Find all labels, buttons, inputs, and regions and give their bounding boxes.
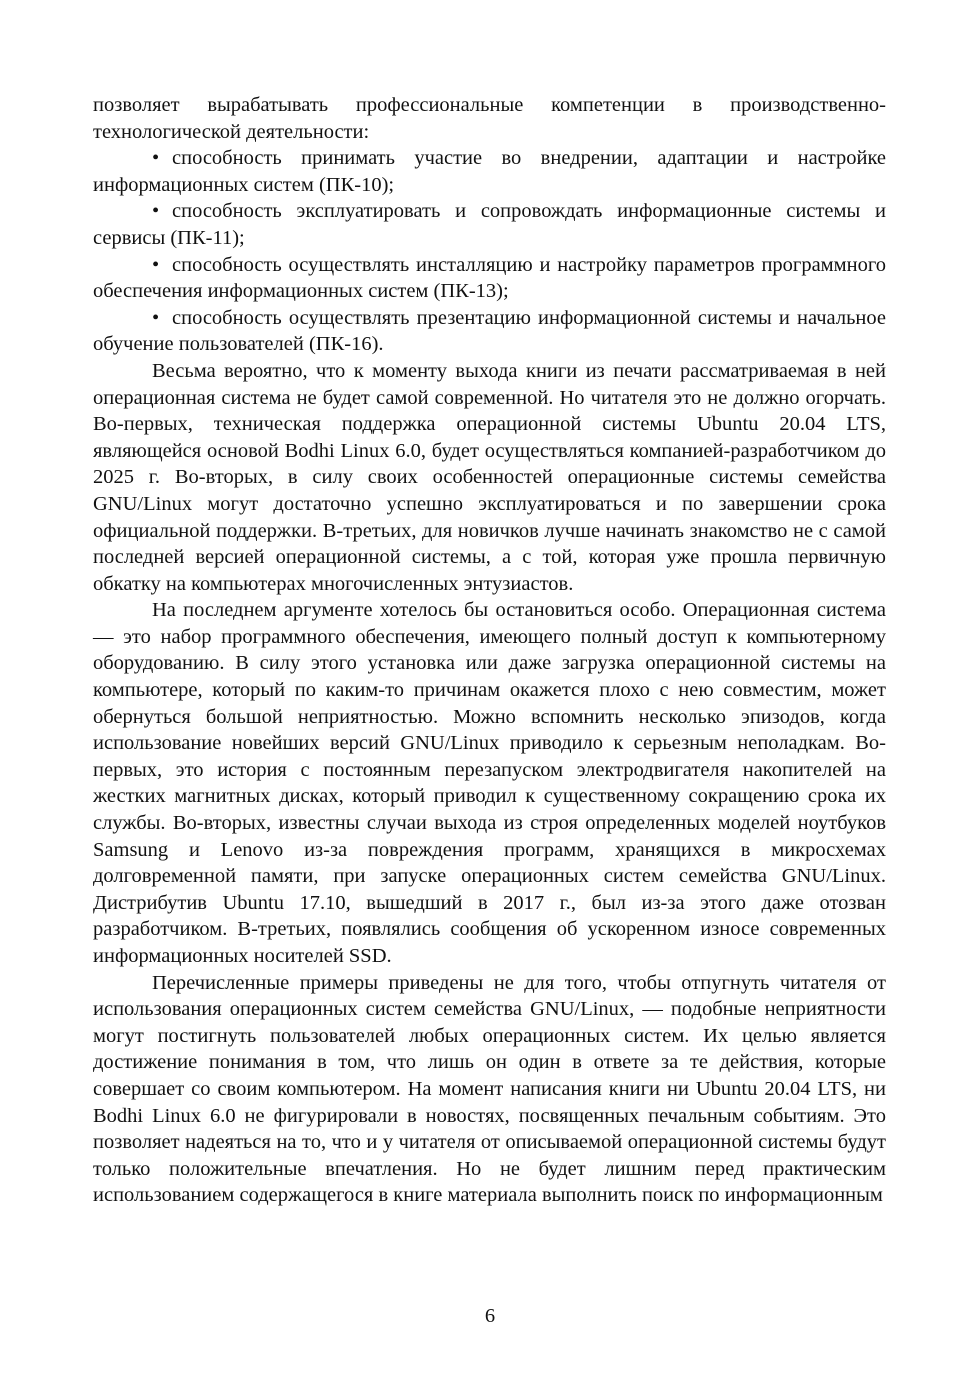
page-number: 6 xyxy=(484,1305,496,1327)
paragraph-os-relevance: Весьма вероятно, что к моменту выхода книги из печати рассматриваемая в ней операционная система не будет самой современной. Но читателя это не должно огорчать. Во-первых, техническая поддержка операционной системы Ubuntu 20.04 LTS, являющейся основой Bodhi Linux 6.0, будет осуществляться компанией-разработчиком до 2025 г. Во-вторых, в силу своих особенностей операционные системы семейства GNU/Linux могут достаточно успешно эксплуатироваться и по завершении срока официальной поддержки. В-третьих, для новичков лучше начинать знакомство не с самой последней версией операционной системы, а с той, которая уже прошла первичную обкатку на компьютерах многочисленных энтузиастов. xyxy=(93,359,886,595)
competency-item-pk16: • способность осуществлять презентацию информационной системы и начальное обучение пользователей (ПК-16). xyxy=(93,305,886,358)
intro-paragraph: позволяет вырабатывать профессиональные компетенции в производственно-технологической деятельности: xyxy=(93,94,886,143)
competency-item-pk13: • способность осуществлять инсталляцию и настройку параметров программного обеспечения информационных систем (ПК-13); xyxy=(93,252,886,305)
competency-item-pk10: • способность принимать участие во внедрении, адаптации и настройке информационных систем (ПК-10); xyxy=(93,145,886,198)
paragraph-compatibility-risks: На последнем аргументе хотелось бы остановиться особо. Операционная система — это набор программного обеспечения, имеющего полный доступ к компьютерному оборудованию. В силу этого установка или даже загрузка операционной системы на компьютере, который по каким-то причинам окажется плохо с нею совместим, может обернуться большой неприятностью. Можно вспомнить несколько эпизодов, когда использование новейших версий GNU/Linux приводило к серьезным неполадкам. Во-первых, это история с постоянным перезапуском электродвигателя накопителей на жестких магнитных дисках, который приводил к существенному сокращению срока их службы. Во-вторых, известны случаи выхода из строя определенных моделей ноутбуков Samsung и Lenovo из-за повреждения программ, хранящихся в микросхемах долговременной памяти, при запуске операционных систем семейства GNU/Linux. Дистрибутив Ubuntu 17.10, вышедший в 2017 г., был из-за этого даже отозван разработчиком. В-третьих, появлялись сообщения об ускоренном износе современных информационных носителей SSD. xyxy=(93,599,886,967)
paragraph-examples-purpose: Перечисленные примеры приведены не для того, чтобы отпугнуть читателя от использования операционных систем семейства GNU/Linux, — подобные неприятности могут постигнуть пользователей любых операционных систем. Их целью является достижение понимания в том, что лишь он один в ответе за те действия, которые совершает со своим компьютером. На момент написания книги ни Ubuntu 20.04 LTS, ни Bodhi Linux 6.0 не фигурировали в новостях, посвященных печальным событиям. Это позволяет надеяться на то, что и у читателя от описываемой операционной системы будут только положительные впечатления. Но не будет лишним перед практическим использованием содержащегося в книге материала выполнить поиск по информационным xyxy=(93,971,886,1207)
competency-item-pk11: • способность эксплуатировать и сопровождать информационные системы и сервисы (ПК-11); xyxy=(93,198,886,251)
page-body xyxy=(93,92,886,1209)
